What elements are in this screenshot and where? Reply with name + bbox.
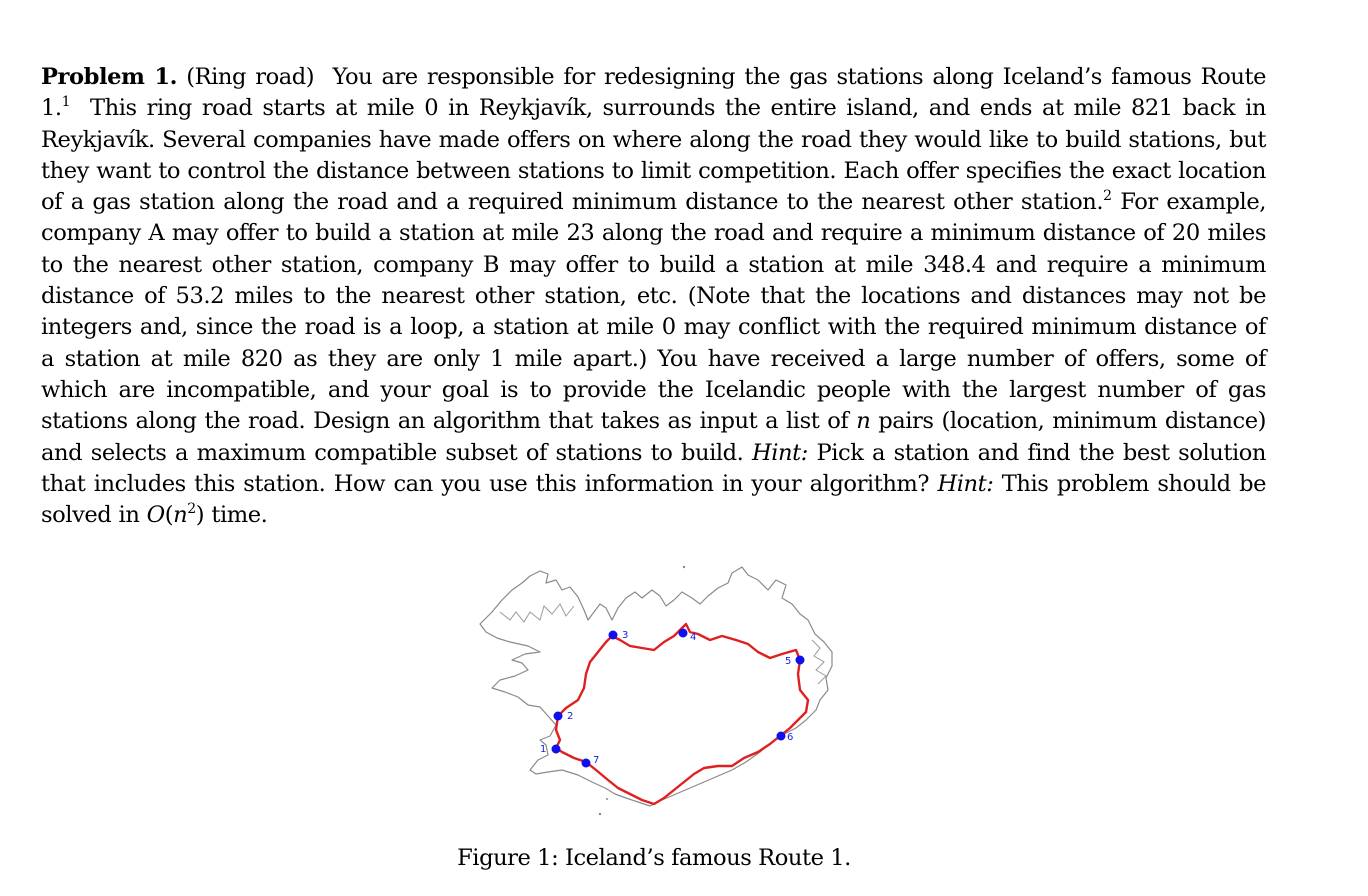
complexity-o: O xyxy=(146,502,165,529)
hint-2-label: Hint: xyxy=(937,470,994,497)
complexity-exponent: 2 xyxy=(187,501,196,518)
eastfjords-detail xyxy=(812,640,826,684)
complexity-open: ( xyxy=(164,502,174,529)
figure-caption: Figure 1: Iceland’s famous Route 1. xyxy=(457,845,851,871)
station-3-label: 3 xyxy=(622,630,629,641)
hint-2-pre: This problem should be solved in xyxy=(41,470,1267,529)
hint-2-post: time. xyxy=(211,502,268,529)
problem-statement xyxy=(41,62,1266,531)
complexity-close: ) xyxy=(195,502,205,529)
station-4-marker[interactable] xyxy=(679,629,688,638)
sentence-3: For example, company A may offer to build a station at mile 23 along the road and require a minimum distance of 20 miles to the nearest other station, company B may offer to build a station at mile 348.4 and require a minimum distance of 53.2 miles to the nearest other station, etc. (Note that the locations and distances may not be integers and, since the road is a loop, a station at mile 0 may conflict with the required minimum distance of a station at mile 820 as they are only 1 mile apart.) You have received a large number of offers, some of which are incompatible, and your goal is to provide the Icelandic people with the largest number of gas stations along the road. Design an algorithm that takes as input a list of xyxy=(41,189,1266,435)
footnote-ref-1[interactable]: 1 xyxy=(61,94,71,111)
station-3-marker[interactable] xyxy=(609,631,618,640)
station-6-marker[interactable] xyxy=(777,732,786,741)
problem-label: (Ring road) xyxy=(186,64,315,90)
station-5-marker[interactable] xyxy=(796,656,805,665)
sentence-1: You are responsible for redesigning the gas stations along Iceland’s famous Route 1. xyxy=(41,64,1266,122)
footnote-ref-2[interactable]: 2 xyxy=(1103,188,1112,205)
coastline xyxy=(480,567,832,806)
island-dot xyxy=(599,813,601,815)
ring-road xyxy=(556,624,808,804)
hint-1-text: Pick a station and find the best solution that includes this station. How can you use this information in your algorithm? xyxy=(41,439,1267,497)
island-dot xyxy=(683,566,685,568)
problem-title: Problem 1. xyxy=(41,64,178,90)
hint-1-label: Hint: xyxy=(751,439,808,466)
station-7-marker[interactable] xyxy=(582,759,591,768)
station-4-label: 4 xyxy=(690,632,697,643)
station-7-label: 7 xyxy=(593,755,600,766)
station-1-label: 1 xyxy=(540,744,547,755)
sentence-2: This ring road starts at mile 0 in Reykjavík, surrounds the entire island, and ends at mile 821 back in Reykjavík. Several companies have made offers on where along the road they would like to build stations, but they want to control the distance between stations to limit competition. Each offer specifies the exact location of a gas station along the road and a required minimum distance to the nearest other station. xyxy=(41,95,1266,216)
island-dot xyxy=(606,798,608,800)
iceland-route-map xyxy=(470,555,850,830)
station-6-label: 6 xyxy=(787,732,794,743)
westfjords-detail xyxy=(500,604,574,622)
sentence-4: pairs (location, minimum distance) and selects a maximum compatible subset of stations to build. xyxy=(41,408,1267,466)
station-1-marker[interactable] xyxy=(552,745,561,754)
complexity-expression xyxy=(147,502,204,528)
variable-n: n xyxy=(856,408,871,435)
station-2-marker[interactable] xyxy=(554,712,563,721)
station-5-label: 5 xyxy=(785,656,792,667)
station-2-label: 2 xyxy=(567,711,574,722)
complexity-n: n xyxy=(173,502,188,529)
